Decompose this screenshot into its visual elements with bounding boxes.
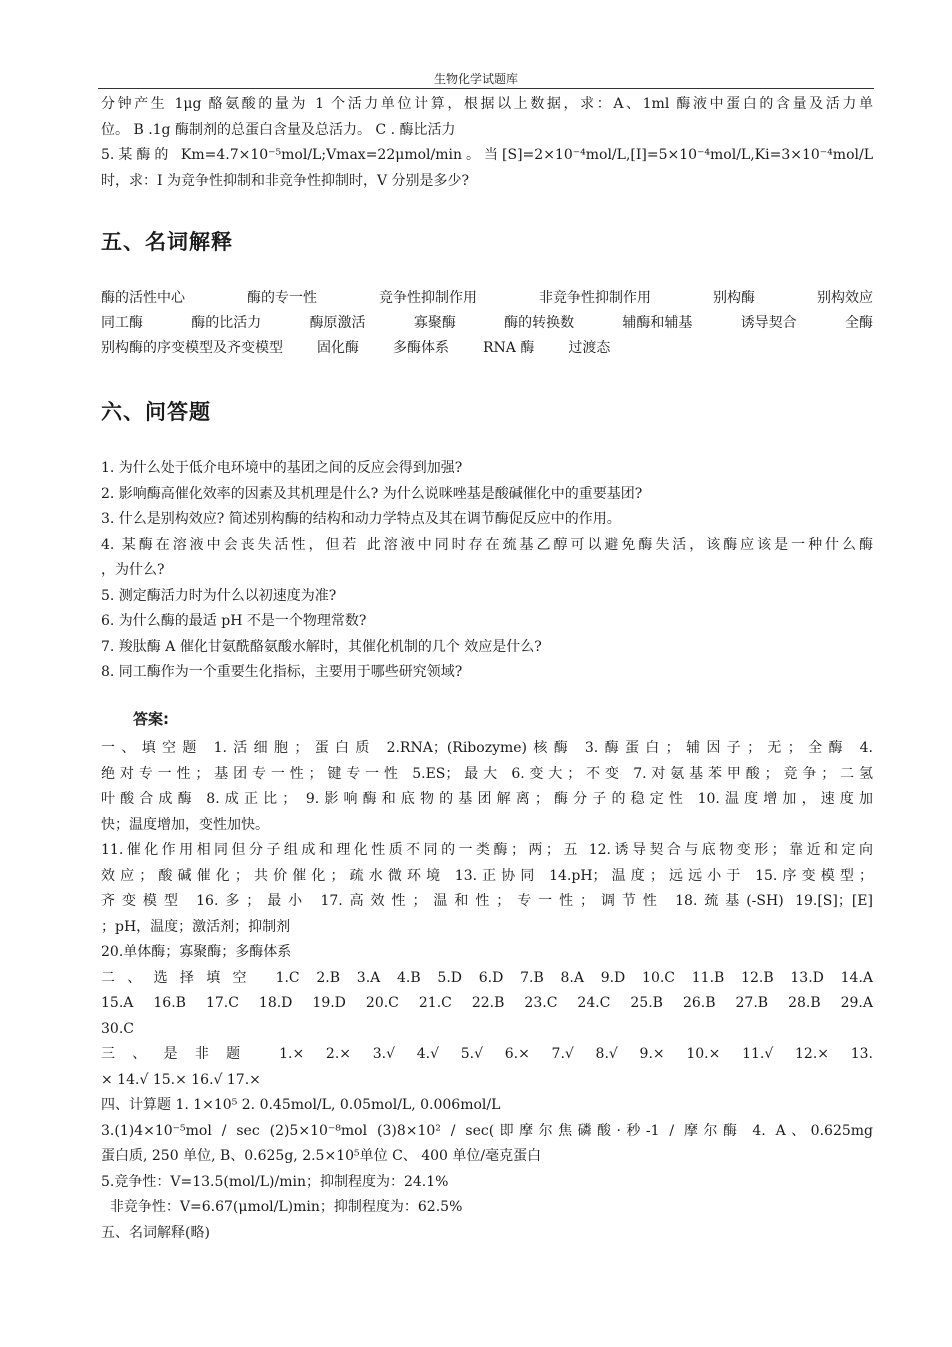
- term-item: 别构效应: [817, 290, 873, 306]
- answer-line: 5.竞争性：V=13.5(mol/L)/min；抑制程度为：24.1%: [101, 1173, 449, 1190]
- term-item: 酶的专一性: [247, 290, 317, 306]
- answer-line: 叶酸合成酶 8.成正比； 9.影响酶和底物的基团解离；酶分子的稳定性 10.温度增加，速度加: [101, 791, 873, 807]
- answer-line: 蛋白质, 250 单位, B、0.625g, 2.5×10⁵单位 C、 400 单位/毫克蛋白: [101, 1148, 542, 1164]
- calc-continued-block: [101, 92, 873, 194]
- term-item: 辅酶和辅基: [622, 315, 693, 331]
- question-line: 3. 什么是别构效应? 简述别构酶的结构和动力学特点及其在调节酶促反应中的作用。: [101, 511, 621, 527]
- question-line: 5. 测定酶活力时为什么以初速度为准?: [101, 587, 337, 604]
- header-rule: [98, 88, 874, 89]
- question-line: ，为什么?: [101, 562, 165, 578]
- term-item: 别构酶的序变模型及齐变模型: [101, 340, 283, 356]
- questions-list: [101, 456, 873, 686]
- calc-line: 位。 B .1g 酶制剂的总蛋白含量及总活力。 C . 酶比活力: [101, 121, 456, 138]
- answer-line: ；pH，温度；激活剂；抑制剂: [101, 918, 291, 935]
- term-item: 同工酶: [101, 315, 143, 331]
- terms-row: [101, 311, 873, 336]
- question-line: 4. 某酶在溶液中会丧失活性，但若 此溶液中同时存在巯基乙醇可以避免酶失活，该酶应该是一种什么酶: [101, 536, 873, 553]
- answer-line: 三、是非题 1.× 2.× 3.√ 4.√ 5.√ 6.× 7.√ 8.√ 9.× 10.× 11.√ 12.× 13.: [101, 1046, 873, 1062]
- answer-line: 五、名词解释(略): [101, 1224, 210, 1241]
- page-header-title: 生物化学试题库: [433, 72, 518, 86]
- term-item: 过渡态: [568, 340, 611, 356]
- answers-block: [101, 736, 873, 1246]
- answer-line: 四、计算题 1. 1×10⁵ 2. 0.45mol/L, 0.05mol/L, 0.006mol/L: [101, 1097, 501, 1113]
- answer-line: 一、填空题 1.活细胞；蛋白质 2.RNA；(Ribozyme)核酶 3.酶蛋白；辅因子；无；全酶 4.: [101, 740, 873, 756]
- question-line: 8. 同工酶作为一个重要生化指标，主要用于哪些研究领域?: [101, 664, 463, 680]
- answer-line: 30.C: [101, 1020, 134, 1037]
- answer-line: 非竞争性：V=6.67(μmol/L)min；抑制程度为：62.5%: [101, 1199, 463, 1215]
- section-title-questions: 六、问答题: [101, 400, 211, 424]
- terms-row: [101, 286, 873, 311]
- term-item: 竞争性抑制作用: [379, 290, 477, 306]
- answer-line: 20.单体酶；寡聚酶；多酶体系: [101, 944, 292, 960]
- term-item: 诱导契合: [740, 315, 797, 331]
- term-item: 酶的转换数: [504, 315, 575, 331]
- term-item: 别构酶: [713, 290, 755, 306]
- term-item: 酶的活性中心: [101, 290, 185, 306]
- calc-q5-line: 5.某酶的 Km=4.7×10⁻⁵mol/L;Vmax=22μmol/min。当[S]=2×10⁻⁴mol/L,[I]=5×10⁻⁴mol/L,Ki=3×10⁻⁴mol/L: [101, 147, 873, 163]
- answer-line: 绝对专一性；基团专一性；键专一性 5.ES；最大 6.变大；不变 7.对氨基苯甲酸；竞争；二氢: [101, 765, 873, 782]
- term-item: 酶原激活: [309, 315, 366, 331]
- answers-title: 答案:: [133, 710, 169, 728]
- term-item: 固化酶: [317, 340, 359, 356]
- answer-line: 快；温度增加，变性加快。: [101, 816, 269, 833]
- question-line: 2. 影响酶高催化效率的因素及其机理是什么? 为什么说咪唑基是酸碱催化中的重要基团?: [101, 485, 643, 502]
- terms-row: [101, 336, 873, 361]
- calc-q5-line: 时，求：I 为竞争性抑制和非竞争性抑制时，V 分别是多少?: [101, 172, 470, 189]
- term-item: 全酶: [844, 315, 873, 331]
- calc-line: 分钟产生 1μg 酪氨酸的量为 1 个活力单位计算，根据以上数据，求：A、1ml 酶液中蛋白的含量及活力单: [101, 96, 873, 112]
- term-item: 多酶体系: [393, 340, 449, 356]
- term-item: 非竞争性抑制作用: [539, 290, 651, 306]
- question-line: 7. 羧肽酶 A 催化甘氨酰酪氨酸水解时，其催化机制的几个 效应是什么?: [101, 638, 542, 655]
- answer-line: × 14.√ 15.× 16.√ 17.×: [101, 1071, 261, 1088]
- answer-line: 齐变模型 16.多；最小 17.高效性；温和性；专一性；调节性 18.巯基(-SH) 19.[S]；[E]: [101, 893, 873, 909]
- answer-line: 效应；酸碱催化；共价催化；疏水微环境 13.正协同 14.pH；温度；远远小于 15.序变模型；: [101, 867, 873, 884]
- answer-line: 11.催化作用相同但分子组成和理化性质不同的一类酶；两；五 12.诱导契合与底物变形；靠近和定向: [101, 842, 873, 858]
- term-item: 寡聚酶: [413, 315, 456, 331]
- section-title-terms: 五、名词解释: [101, 230, 233, 254]
- answer-line: 二、选择填空 1.C 2.B 3.A 4.B 5.D 6.D 7.B 8.A 9.D 10.C 11.B 12.B 13.D 14.A: [101, 969, 873, 986]
- question-line: 1. 为什么处于低介电环境中的基团之间的反应会得到加强?: [101, 460, 463, 476]
- answer-line: 3.(1)4×10⁻⁵mol / sec (2)5×10⁻⁸mol (3)8×10² / sec(即摩尔焦磷酸·秒-1 / 摩尔酶 4. A、0.625mg: [101, 1122, 873, 1139]
- term-item: 酶的比活力: [191, 315, 262, 331]
- terms-list: [101, 286, 873, 361]
- answer-line: 15.A 16.B 17.C 18.D 19.D 20.C 21.C 22.B 23.C 24.C 25.B 26.B 27.B 28.B 29.A: [101, 995, 873, 1011]
- question-line: 6. 为什么酶的最适 pH 不是一个物理常数?: [101, 613, 367, 629]
- term-item: RNA 酶: [483, 340, 535, 356]
